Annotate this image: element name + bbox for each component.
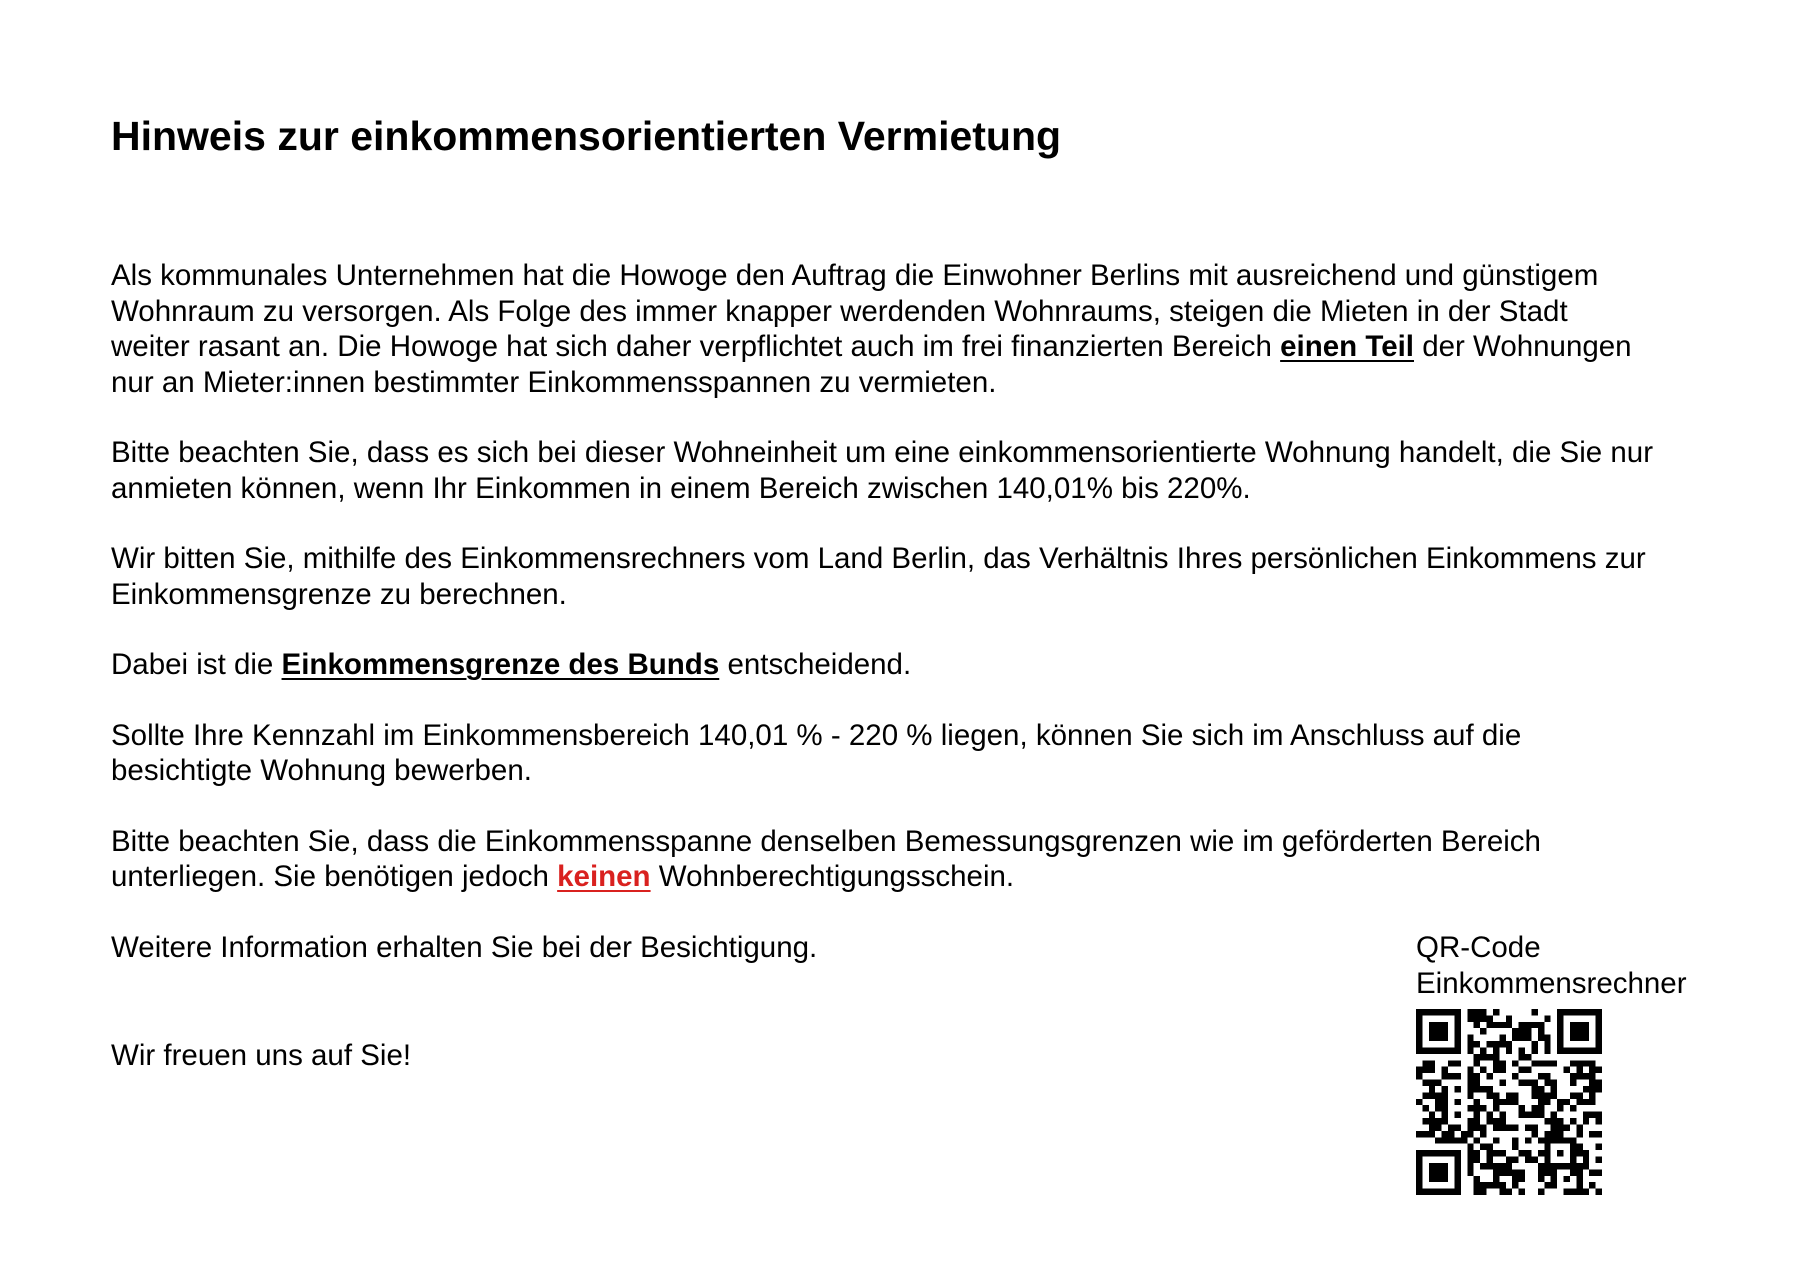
text-line — [111, 647, 1731, 683]
text-line: Bitte beachten Sie, dass die Einkommensspanne denselben Bemessungsgrenzen wie im geförderten Bereich — [111, 824, 1541, 858]
paragraph-income-range — [111, 435, 1731, 506]
emphasis-keinen: keinen — [557, 860, 651, 893]
qr-caption-line: QR-Code — [1416, 931, 1541, 964]
text-segment: weiter rasant an. Die Howoge hat sich daher verpflichtet auch im frei finanzierten Bereich — [111, 330, 1281, 363]
emphasis-einkommensgrenze-des-bunds: Einkommensgrenze des Bunds — [281, 648, 720, 681]
qr-code-icon[interactable] — [1416, 1009, 1602, 1195]
text-segment: Wohnberechtigungsschein. — [650, 860, 1015, 893]
paragraph-apply — [111, 718, 1731, 789]
text-line: besichtigte Wohnung bewerben. — [111, 754, 532, 787]
text-line: Wohnraum zu versorgen. Als Folge des immer knapper werdenden Wohnraums, steigen die Mieten in der Stadt — [111, 294, 1568, 328]
paragraph-no-wbs — [111, 824, 1731, 895]
text-line: nur an Mieter:innen bestimmter Einkommensspannen zu vermieten. — [111, 365, 997, 399]
text-line — [111, 859, 1731, 895]
text-line — [111, 329, 1731, 365]
body-text — [111, 258, 1731, 1000]
page-title: Hinweis zur einkommensorientierten Vermietung — [111, 113, 1062, 159]
text-line: Als kommunales Unternehmen hat die Howoge den Auftrag die Einwohner Berlins mit ausreichend und günstigem — [111, 259, 1599, 292]
text-line: Sollte Ihre Kennzahl im Einkommensbereich 140,01 % - 220 % liegen, können Sie sich im Anschluss auf die — [111, 718, 1522, 752]
paragraph-intro — [111, 258, 1731, 400]
text-segment: entscheidend. — [719, 648, 912, 681]
text-segment: unterliegen. Sie benötigen jedoch — [111, 860, 558, 893]
paragraph-calculator — [111, 541, 1731, 612]
text-segment: Dabei ist die — [111, 648, 282, 681]
text-segment: der Wohnungen — [1414, 330, 1632, 363]
emphasis-einen-teil: einen Teil — [1280, 330, 1414, 363]
paragraph-federal-limit — [111, 647, 1731, 683]
closing-line: Wir freuen uns auf Sie! — [111, 1039, 412, 1072]
text-line: anmieten können, wenn Ihr Einkommen in einem Bereich zwischen 140,01% bis 220%. — [111, 471, 1251, 505]
qr-caption-line: Einkommensrechner — [1416, 966, 1687, 1000]
paragraph-more-info: Weitere Information erhalten Sie bei der Besichtigung. — [111, 930, 818, 964]
text-line: Einkommensgrenze zu berechnen. — [111, 577, 567, 611]
text-line: Bitte beachten Sie, dass es sich bei dieser Wohneinheit um eine einkommensorientierte Wohnung handelt, die Sie nur — [111, 436, 1654, 469]
qr-block — [1416, 930, 1716, 1195]
text-line: Wir bitten Sie, mithilfe des Einkommensrechners vom Land Berlin, das Verhältnis Ihres persönlichen Einkommens zur — [111, 542, 1646, 575]
